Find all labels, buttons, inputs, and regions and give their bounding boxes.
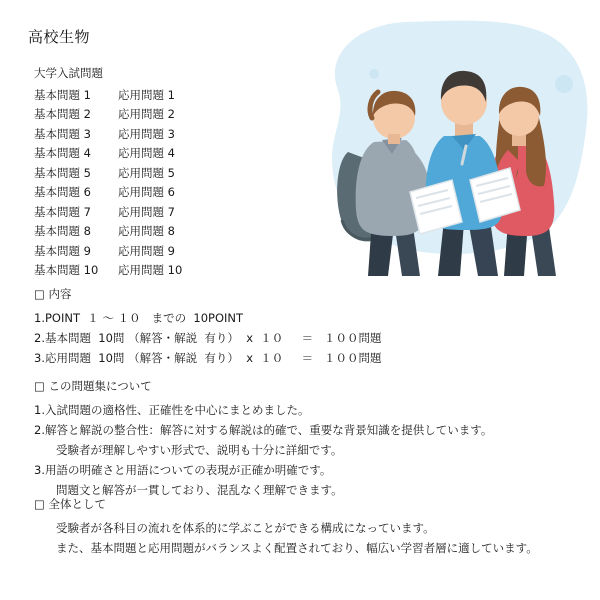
basic-problem-label: 基本問題 3 <box>34 126 91 141</box>
contents-title: □ 内容 <box>34 287 72 301</box>
problem-row <box>34 105 182 125</box>
basic-problem-label: 基本問題 8 <box>34 224 91 238</box>
overall-title: □ 全体として <box>34 497 107 511</box>
basic-problem-label: 基本問題 10 <box>34 263 99 277</box>
basic-problem-label: 基本問題 9 <box>34 243 91 258</box>
applied-problem-label: 応用問題 3 <box>118 126 175 141</box>
basic-problem-label: 基本問題 6 <box>34 185 91 199</box>
about-lines <box>34 400 492 500</box>
problem-row <box>34 203 182 223</box>
problem-rows <box>34 86 182 281</box>
problem-list-heading: 大学入試問題 <box>34 66 103 80</box>
basic-problem-label: 基本問題 5 <box>34 165 91 180</box>
basic-problem-label: 基本問題 1 <box>34 87 91 102</box>
applied-problem-label: 応用問題 10 <box>118 263 183 277</box>
problem-row <box>34 183 182 203</box>
page-title: 高校生物 <box>28 28 91 46</box>
about-line: 問題文と解答が一貫しており、混乱なく理解できます。 <box>56 483 343 497</box>
problem-row <box>34 261 182 281</box>
problem-row <box>34 125 182 145</box>
problem-row <box>34 222 182 242</box>
about-line: 3.用語の明確さと用語についての表現が正確か明確です。 <box>34 463 332 477</box>
overall-lines <box>34 518 538 558</box>
problem-row <box>34 86 182 106</box>
basic-problem-label: 基本問題 2 <box>34 107 91 121</box>
about-title: □ この問題集について <box>34 379 152 393</box>
applied-problem-label: 応用問題 8 <box>118 224 175 238</box>
basic-problem-label: 基本問題 4 <box>34 146 91 160</box>
decor-circle-4 <box>369 69 379 79</box>
contents-line: 3.応用問題 10問 （解答・解説 有り） x １０ ＝ １００問題 <box>34 351 382 365</box>
applied-problem-label: 応用問題 1 <box>118 87 175 102</box>
about-line: 1.入試問題の適格性、正確性を中心にまとめました。 <box>34 403 310 417</box>
overall-line: 受験者が各科目の流れを体系的に学ぶことができる構成になっています。 <box>56 521 435 535</box>
three-students-with-papers-illustration <box>302 14 594 282</box>
decor-circle-1 <box>555 75 573 93</box>
problem-row <box>34 242 182 262</box>
overall-line: また、基本問題と応用問題がバランスよく配置されており、幅広い学習者層に適しています。 <box>56 541 538 555</box>
applied-problem-label: 応用問題 4 <box>118 146 175 160</box>
contents-line: 2.基本問題 10問 （解答・解説 有り） x １０ ＝ １００問題 <box>34 331 382 345</box>
basic-problem-label: 基本問題 7 <box>34 204 91 219</box>
applied-problem-label: 応用問題 6 <box>118 185 175 199</box>
problem-row <box>34 144 182 164</box>
applied-problem-label: 応用問題 7 <box>118 204 175 219</box>
problem-list <box>34 64 182 281</box>
contents-lines <box>34 308 382 368</box>
contents-section <box>34 284 382 368</box>
contents-line: 1.POINT １ ～ １０ までの 10POINT <box>34 311 244 325</box>
about-line: 2.解答と解説の整合性：解答に対する解説は的確で、重要な背景知識を提供しています。 <box>34 423 493 437</box>
applied-problem-label: 応用問題 9 <box>118 243 175 258</box>
applied-problem-label: 応用問題 5 <box>118 165 175 180</box>
about-section <box>34 376 492 500</box>
problem-row <box>34 164 182 184</box>
overall-section <box>34 494 538 558</box>
applied-problem-label: 応用問題 2 <box>118 107 175 121</box>
about-line: 受験者が理解しやすい形式で、説明も十分に詳細です。 <box>56 443 343 457</box>
